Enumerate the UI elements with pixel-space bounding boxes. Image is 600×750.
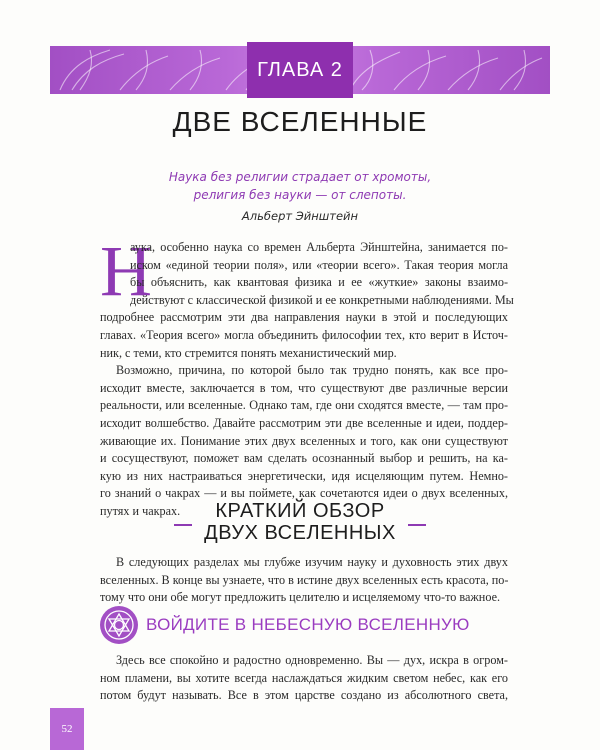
epigraph-author: Альберт Эйнштейн (241, 209, 359, 223)
text-line: подробнее рассмотрим эти два направления науки в этой и последующих (100, 310, 508, 325)
intro-paragraphs (100, 231, 514, 521)
text-line: иском «единой теории поля», или «теории всего». Такая теория могла (130, 257, 508, 272)
subsection-title: ВОЙДИТЕ В НЕБЕСНУЮ ВСЕЛЕННУЮ (146, 615, 470, 634)
text-line: В следующих разделах мы глубже изучим науку и духовность этих двух (116, 555, 508, 569)
epigraph-line: Наука без религии страдает от хромоты, (168, 170, 432, 184)
text-line: потом будут называть. Все в этом царстве создано из абсолютного света, (100, 688, 508, 703)
section-paragraph (100, 652, 508, 705)
text-line: го знаний о чакрах — и вы поймете, как сочетаются идеи о двух вселенных, (100, 486, 508, 501)
text-line: ном пламени, вы хотите всегда наслаждаться жидким светом небес, как его (100, 670, 508, 685)
epigraph-line: религия без науки — от слепоты. (193, 188, 407, 202)
heading-dash-right (408, 524, 426, 526)
text-line: путях и чакрах. (100, 503, 181, 518)
text-line: живающие их. Понимание этих двух вселенных и того, как они существуют (100, 433, 508, 448)
heading-dash-left (174, 524, 192, 526)
text-line: ник, с теми, кто стремится понять механистический мир. (100, 345, 397, 360)
text-line: исходит волшебство. Давайте рассмотрим эти две вселенные и идеи, поддер- (100, 415, 508, 430)
text-line: Возможно, причина, по которой было так трудно понять, как все про- (116, 363, 508, 378)
text-line: реальности, или вселенные. Однако там, где они сходятся вместе, — там про- (100, 398, 508, 413)
text-line: действуют с классической физикой и ее конкретными наблюдениями. Мы (130, 292, 514, 307)
text-line: главах. «Теория всего» могла объединить философии тех, кто верит в Источ- (100, 327, 508, 342)
section-heading-line: ДВУХ ВСЕЛЕННЫХ (204, 522, 396, 544)
text-line: Здесь все спокойно и радостно одновременно. Вы — дух, искра в огром- (116, 653, 508, 667)
text-line: бы объяснить, как квантовая физика и ее «жуткие» законы взаимо- (130, 275, 508, 290)
text-line: вселенных. В конце вы узнаете, что в истине двух вселенных есть красота, по- (100, 572, 509, 587)
drop-cap: Н (100, 231, 152, 311)
text-line: аука, особенно наука со времен Альберта Эйнштейна, занимается по- (130, 240, 508, 254)
text-line: исходит вместе, заключается в том, что существуют две различные версии (100, 380, 508, 395)
chapter-label: ГЛАВА 2 (247, 42, 353, 98)
text-line: тому что они обе могут предложить целителю и исцеляемому что-то важное. (100, 590, 501, 605)
epigraph (140, 168, 460, 204)
text-line: и сосуществуют, поможет вам сделать осознанный выбор и решить, на ка- (100, 451, 508, 466)
page-number: 52 (50, 708, 84, 750)
crown-chakra-icon (100, 606, 138, 644)
page-title: ДВЕ ВСЕЛЕННЫЕ (172, 106, 428, 137)
overview-paragraph (100, 554, 508, 607)
text-line: кую из них настраиваться энергетически, идя исцеляющим путем. Немно- (100, 468, 508, 483)
section-heading-line: КРАТКИЙ ОБЗОР (215, 500, 385, 522)
section-heading (0, 500, 600, 544)
